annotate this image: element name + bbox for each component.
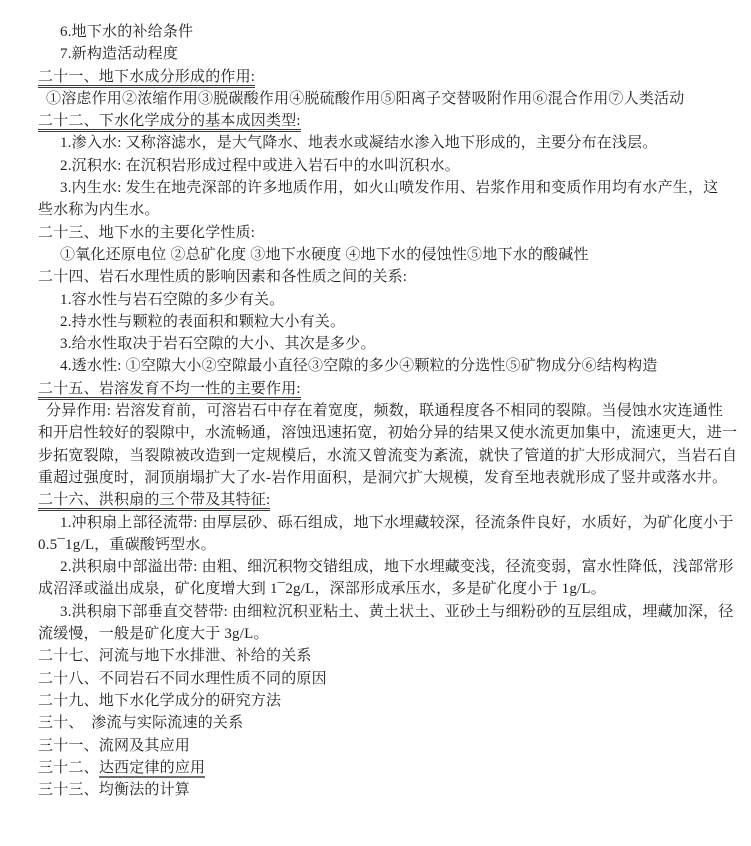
document-line <box>38 467 737 489</box>
document-line <box>38 43 737 65</box>
text-segment: 3.给水性取决于岩石空隙的大小、其次是多少。 <box>60 336 376 353</box>
document-line <box>38 177 737 199</box>
text-segment: 2.沉积水: 在沉积岩形成过程中或进入岩石中的水叫沉积水。 <box>60 157 460 174</box>
underlined-text-segment: 达西定律的应用 <box>98 759 206 776</box>
document-line <box>38 400 737 422</box>
text-segment: 2.洪积扇中部溢出带: 由粗、细沉积物交错组成，地下水埋藏变浅，径流变弱，富水性降低，浅部常形 <box>60 559 734 576</box>
document-line <box>38 155 737 177</box>
underlined-text-segment: 二十六、洪积扇的三个带及其特征: <box>38 492 270 511</box>
document-heading-line <box>38 110 737 132</box>
text-segment: 7.新构造活动程度 <box>60 46 179 63</box>
document-line <box>38 556 737 578</box>
text-segment: 二十四、岩石水理性质的影响因素和各性质之间的关系: <box>38 269 408 286</box>
document-line <box>38 311 737 333</box>
document-line <box>38 623 737 645</box>
text-segment: 三十三、均衡法的计算 <box>38 782 191 799</box>
text-segment: 三十一、流网及其应用 <box>38 737 191 754</box>
document-line <box>38 668 737 690</box>
document-line <box>38 222 737 244</box>
text-segment: 3.内生水: 发生在地壳深部的许多地质作用，如火山喷发作用、岩浆作用和变质作用均有水产生，这 <box>60 180 719 197</box>
text-segment: 和开启性较好的裂隙中，水流畅通，溶蚀迅速拓宽，初始分异的结果又使水流更加集中，流速更大，进一 <box>38 425 738 442</box>
text-segment: 4.透水性: ①空隙大小②空隙最小直径③空隙的多少④颗粒的分选性⑤矿物成分⑥结构构造 <box>60 358 658 375</box>
document-heading-line <box>38 757 737 779</box>
text-segment: 二十九、地下水化学成分的研究方法 <box>38 692 282 709</box>
text-segment: 6.地下水的补给条件 <box>60 24 194 40</box>
document-line <box>38 690 737 712</box>
document-line <box>38 578 737 600</box>
document-line <box>38 355 737 377</box>
document-line <box>38 132 737 154</box>
text-segment: 二十八、不同岩石不同水理性质不同的原因 <box>38 670 327 687</box>
text-segment: 1.渗入水: 又称溶滤水，是大气降水、地表水或凝结水渗入地下形成的，主要分布在浅层。 <box>60 135 658 152</box>
document-line <box>38 422 737 444</box>
text-segment: 步拓宽裂隙，当裂隙被改造到一定规模后，水流又曾流变为紊流，就快了管道的扩大形成洞穴，当岩石自 <box>38 447 738 464</box>
underlined-text-segment: 二十二、下水化学成分的基本成因类型: <box>38 113 301 132</box>
text-segment: 二十七、河流与地下水排泄、补给的关系 <box>38 648 312 665</box>
document-line <box>38 88 737 110</box>
text-segment: ①溶虑作用②浓缩作用③脱碳酸作用④脱硫酸作用⑤阳离子交替吸附作用⑥混合作用⑦人类活动 <box>46 90 685 107</box>
text-segment: 分异作用: 岩溶发育前，可溶岩石中存在着宽度，频数，联通程度各不相同的裂隙。当侵蚀水灾连通性 <box>46 403 724 420</box>
document-line <box>38 645 737 667</box>
text-segment: 0.5¯1g/L，重碳酸钙型水。 <box>38 536 216 553</box>
document-line <box>38 445 737 467</box>
text-segment: 重超过强度时，洞顶崩塌扩大了水-岩作用面积，是洞穴扩大规模，发育至地表就形成了竖井或落水井。 <box>38 469 728 486</box>
underlined-text-segment: 二十一、地下水成分形成的作用: <box>38 69 255 88</box>
document-heading-line <box>38 489 737 511</box>
document-line <box>38 199 737 221</box>
document-body <box>38 21 737 801</box>
document-line <box>38 512 737 534</box>
text-segment: 流缓慢，一般是矿化度大于 3g/L。 <box>38 626 269 643</box>
text-segment: ①氧化还原电位 ②总矿化度 ③地下水硬度 ④地下水的侵蚀性⑤地下水的酸碱性 <box>60 246 589 263</box>
document-line <box>38 779 737 801</box>
text-segment: 二十三、地下水的主要化学性质: <box>38 224 256 241</box>
text-segment: 2.持水性与颗粒的表面积和颗粒大小有关。 <box>60 313 346 330</box>
text-segment: 些水称为内生水。 <box>38 202 160 219</box>
document-line <box>38 735 737 757</box>
text-segment: 1.容水性与岩石空隙的多少有关。 <box>60 291 285 308</box>
text-segment: 三十、 渗流与实际流速的关系 <box>38 715 244 732</box>
document-line <box>38 21 737 43</box>
underlined-text-segment: 二十五、岩溶发育不均一性的主要作用: <box>38 381 301 400</box>
document-line <box>38 289 737 311</box>
document-heading-line <box>38 66 737 88</box>
text-segment: 成沼泽或溢出成泉，矿化度增大到 1¯2g/L，深部形成承压水，多是矿化度小于 1g/L。 <box>38 581 606 598</box>
document-line <box>38 601 737 623</box>
document-line <box>38 244 737 266</box>
document-heading-line <box>38 378 737 400</box>
text-segment: 三十二、 <box>38 759 99 776</box>
document-line <box>38 712 737 734</box>
text-segment: 3.洪积扇下部垂直交替带: 由细粒沉积亚粘土、黄土状土、亚砂土与细粉砂的互层组成，埋藏加深，径 <box>60 603 734 620</box>
document-line <box>38 333 737 355</box>
text-segment: 1.冲积扇上部径流带: 由厚层砂、砾石组成，地下水埋藏较深，径流条件良好，水质好，为矿化度小于 <box>60 514 734 531</box>
document-line <box>38 534 737 556</box>
document-line <box>38 266 737 288</box>
